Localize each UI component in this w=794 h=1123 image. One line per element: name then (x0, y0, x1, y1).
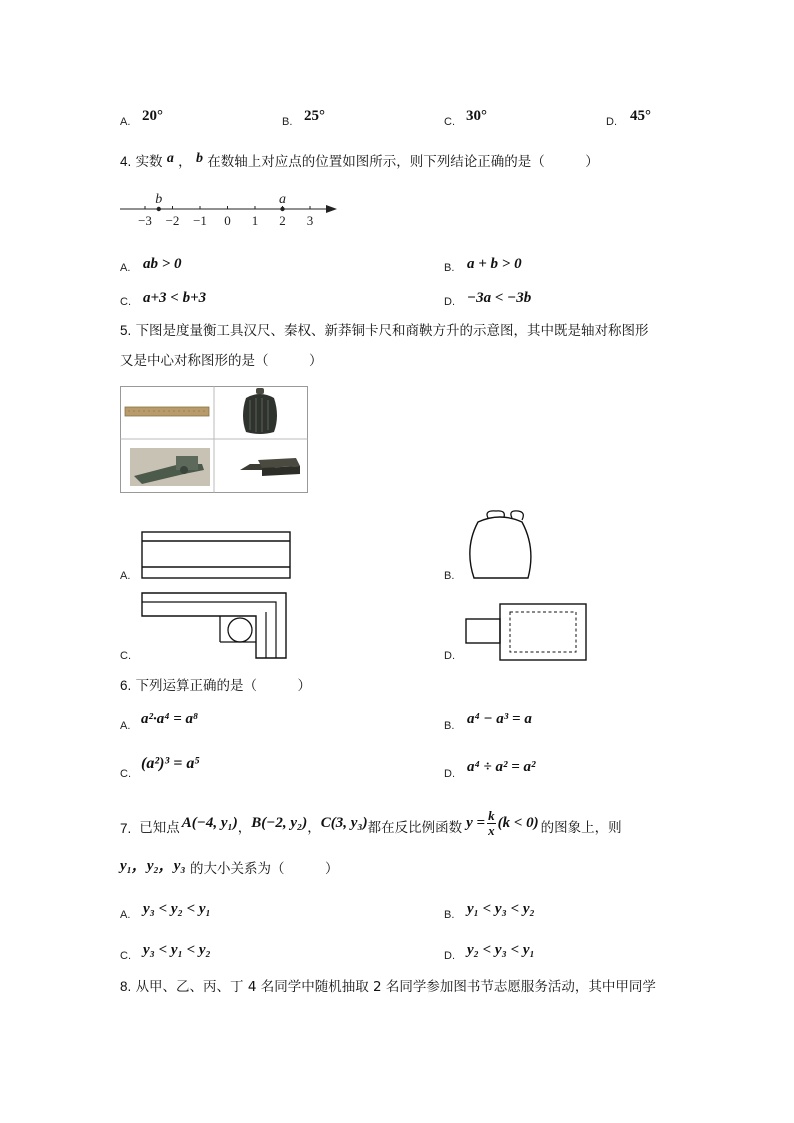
q3-option-c-label: C. (444, 116, 455, 128)
q4-sep: ， (178, 154, 192, 170)
q6-text: 下列运算正确的是（ ） (135, 678, 312, 694)
q6-option-b-value: a⁴ − a³ = a (467, 711, 532, 727)
q7-option-d-label: D. (444, 950, 455, 962)
q7-option-b-label: B. (444, 909, 455, 921)
q5-option-d-label: D. (444, 650, 455, 662)
q3-option-d-label: D. (606, 116, 617, 128)
q6-stem (120, 679, 311, 694)
q4-number-line (115, 186, 345, 232)
q7-option-a-value: y₃ < y₂ < y₁ (143, 901, 211, 917)
q4-option-b-value: a + b > 0 (467, 256, 522, 272)
q5-option-c-figure (140, 590, 290, 662)
q7-option-d-value: y₂ < y₃ < y₁ (467, 942, 535, 958)
q6-option-d-value: a⁴ ÷ a² = a² (467, 759, 536, 775)
q4-option-b-label: B. (444, 262, 455, 274)
q5-option-a-figure (140, 530, 292, 580)
q6-option-c-label: C. (120, 768, 131, 780)
q5-stem-line1 (120, 324, 649, 339)
q6-number: 6. (120, 678, 132, 693)
q7-text-post: 的图象上，则 (540, 820, 622, 837)
q7-line2-text: 的大小关系为（ ） (189, 861, 339, 877)
number-line-point-b (157, 207, 161, 211)
number-line-arrow-icon (326, 205, 337, 213)
q7-func-num: k (488, 807, 495, 823)
q7-func-den: x (488, 822, 495, 838)
q4-option-c-value: a+3 < b+3 (143, 290, 207, 306)
q8-stem (120, 980, 656, 995)
q7-text-pre: 已知点 (139, 820, 180, 837)
q3-option-d-value: 45° (630, 108, 651, 124)
q5-number: 5. (120, 323, 132, 338)
q5-option-b-label: B. (444, 570, 455, 582)
q4-option-c-label: C. (120, 296, 131, 308)
q3-option-a-label: A. (120, 116, 131, 128)
number-line-point-label-a: a (279, 192, 286, 207)
q7-line2-vars: y₁，y₂，y₃ (120, 858, 186, 874)
q6-option-b-label: B. (444, 720, 455, 732)
number-line-tick-label: 3 (306, 213, 314, 228)
q6-option-a-label: A. (120, 720, 131, 732)
q4-var-a: a (166, 151, 174, 166)
q4-text-pre: 实数 (135, 154, 163, 170)
han-ruler-photo (125, 407, 209, 416)
q7-stem-line1: 7. 已知点 A(−4, y₁) ， B(−2, y₂) ， C(3, y₃) 都在反比例函数 y = $\frac{k}{x}$ (k < 0) 的图象上，则 (120, 807, 622, 838)
q7-function (466, 809, 539, 837)
bronze-caliper-photo (130, 448, 210, 486)
q4-stem (120, 151, 599, 170)
q4-text-post: 在数轴上对应点的位置如图所示，则下列结论正确的是（ ） (207, 154, 599, 170)
q7-option-c-value: y₃ < y₁ < y₂ (143, 942, 211, 958)
q7-func-cond: (k < 0) (497, 814, 539, 831)
q7-number: 7. (120, 821, 132, 837)
number-line-tick-label: −1 (193, 213, 207, 228)
number-line-tick-label: 0 (224, 213, 231, 228)
q5-option-b-figure (462, 508, 538, 582)
q6-option-d-label: D. (444, 768, 455, 780)
q7-text-mid: 都在反比例函数 (367, 820, 463, 837)
q7-point-b: B(−2, y₂) (251, 814, 308, 831)
q3-option-b-label: B. (282, 116, 293, 128)
q4-option-a-label: A. (120, 262, 131, 274)
q8-number: 8. (120, 979, 132, 994)
q6-option-a-value: a²·a⁴ = a⁸ (141, 711, 199, 727)
q5-line1: 下图是度量衡工具汉尺、秦权、新莽铜卡尺和商鞅方升的示意图，其中既是轴对称图形 (135, 323, 649, 339)
q5-artifact-photos (120, 386, 308, 494)
q3-option-a-value: 20° (142, 108, 163, 124)
q4-option-d-label: D. (444, 296, 455, 308)
q8-text: 从甲、乙、丙、丁 4 名同学中随机抽取 2 名同学参加图书节志愿服务活动，其中甲同学 (135, 979, 656, 995)
q4-option-d-value: −3a < −3b (467, 290, 532, 306)
q5-option-a-label: A. (120, 570, 131, 582)
q4-option-a-value: ab > 0 (143, 256, 182, 272)
number-line-tick-label: −2 (165, 213, 180, 228)
q4-var-b: b (195, 151, 203, 166)
q7-func-fraction (487, 809, 496, 837)
number-line-tick-label: 2 (279, 213, 286, 228)
q5-line2: 又是中心对称图形的是（ ） (120, 353, 323, 369)
number-line-point-label-b: b (155, 192, 163, 207)
q4-number: 4. (120, 154, 132, 169)
q7-point-c: C(3, y₃) (320, 814, 368, 831)
number-line-tick-label: 1 (251, 213, 259, 228)
q3-option-c-value: 30° (466, 108, 487, 124)
q7-option-b-value: y₁ < y₃ < y₂ (467, 901, 535, 917)
q5-option-c-label: C. (120, 650, 131, 662)
q7-option-c-label: C. (120, 950, 131, 962)
number-line-tick-label: −3 (138, 213, 152, 228)
q7-option-a-label: A. (120, 909, 131, 921)
q6-option-c-value: (a²)³ = a⁵ (141, 755, 200, 772)
number-line-point-a (280, 207, 284, 211)
q7-point-a: A(−4, y₁) (181, 814, 238, 831)
q5-option-d-figure (464, 602, 590, 662)
q7-func-lhs: y = (466, 814, 486, 831)
q3-option-b-value: 25° (304, 108, 325, 124)
q7-stem-line2 (120, 858, 339, 877)
